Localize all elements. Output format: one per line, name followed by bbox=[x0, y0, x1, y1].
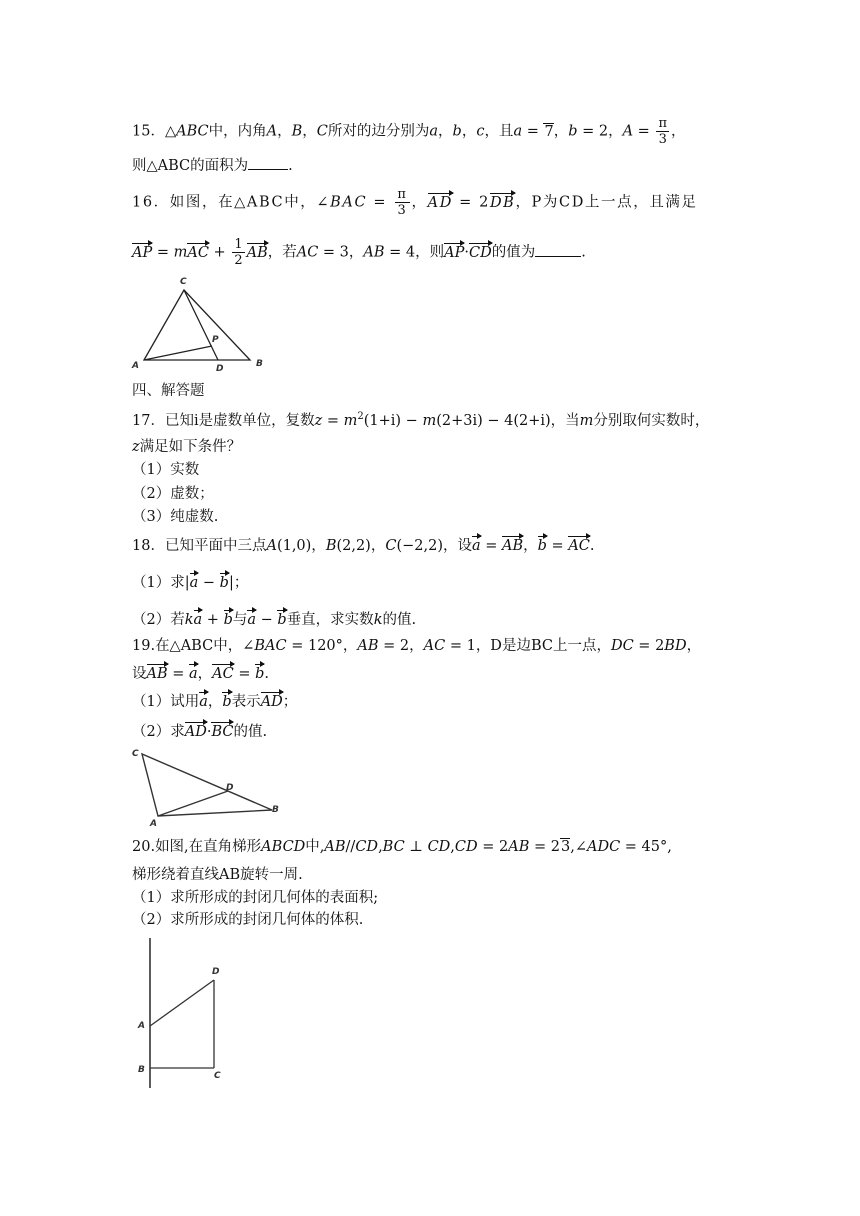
q16-line1: 16．如图，在△ABC中，∠BAC = $\frac{\pi}{3}$ ，AD = 2DB，P为CD上一点，且满足 bbox=[132, 187, 698, 218]
label-A: A bbox=[132, 361, 139, 371]
q15-line1: 15．△ABC中，内角A，B，C所对的边分别为a，b，c，且a = 7，b = 2，A = $\frac{\pi}{3}$ ， bbox=[132, 116, 686, 147]
q16-line2: AP = mAC + $\frac{1}{2}$ AB，若AC = 3，AB = 4，则AP·CD的值为 . bbox=[132, 237, 586, 268]
answer-blank[interactable] bbox=[248, 155, 288, 170]
label-P: P bbox=[212, 335, 219, 345]
section-heading: 四、解答题 bbox=[132, 383, 205, 399]
q17-sub1: （1）实数 bbox=[132, 462, 200, 478]
q18-line1: 18．已知平面中三点A(1,0)，B(2,2)，C(−2,2)，设a = AB，b = AC. bbox=[132, 538, 595, 554]
q17-line2: z满足如下条件？ bbox=[132, 439, 242, 455]
q17-sub3: （3）纯虚数. bbox=[132, 509, 219, 525]
q18-sub2: （2）若ka + b与a − b垂直，求实数k的值. bbox=[132, 612, 417, 628]
label-A: A bbox=[150, 819, 157, 829]
label-C: C bbox=[132, 749, 139, 759]
q17-line1: 17．已知i是虚数单位，复数$z = m^2(1+i) - m(2+3i) - 4(2+i)$，当m分别取何实数时， bbox=[132, 411, 710, 429]
q20-line1: 20.如图,在直角梯形ABCD中,AB//CD,BC ⊥ CD,CD = 2AB = 23,∠ADC = 45°, bbox=[132, 839, 672, 855]
q15-line2: 则△ABC的面积为 . bbox=[132, 155, 293, 176]
q17-sub2: （2）虚数； bbox=[132, 486, 214, 502]
q15-number: 15． bbox=[132, 123, 165, 140]
label-B: B bbox=[272, 805, 279, 815]
label-C: C bbox=[214, 1071, 221, 1081]
label-B: B bbox=[138, 1065, 145, 1075]
label-D: D bbox=[212, 967, 220, 977]
q19-sub1: （1）试用a，b表示AD； bbox=[132, 694, 298, 710]
label-D: D bbox=[216, 364, 224, 374]
label-A: A bbox=[138, 1021, 145, 1031]
q20-line2: 梯形绕着直线AB旋转一周. bbox=[132, 867, 303, 883]
figure-q20-trapezoid bbox=[128, 934, 238, 1094]
q19-line2: 设AB = a，AC = b. bbox=[132, 666, 270, 682]
q19-line1: 19.在△ABC中，∠BAC = 120°，AB = 2，AC = 1，D是边BC上一点，DC = 2BD， bbox=[132, 638, 702, 654]
q18-sub1: （1）求|a − b|； bbox=[132, 575, 249, 591]
q20-sub2: （2）求所形成的封闭几何体的体积. bbox=[132, 912, 364, 928]
answer-blank[interactable] bbox=[535, 242, 581, 257]
label-D: D bbox=[226, 783, 234, 793]
q19-sub2: （2）求AD·BC的值. bbox=[132, 724, 268, 740]
label-C: C bbox=[180, 277, 187, 287]
q20-sub1: （1）求所形成的封闭几何体的表面积; bbox=[132, 890, 379, 906]
label-B: B bbox=[256, 359, 263, 369]
figure-q19-triangle bbox=[128, 744, 288, 830]
figure-q16-triangle bbox=[128, 274, 278, 374]
